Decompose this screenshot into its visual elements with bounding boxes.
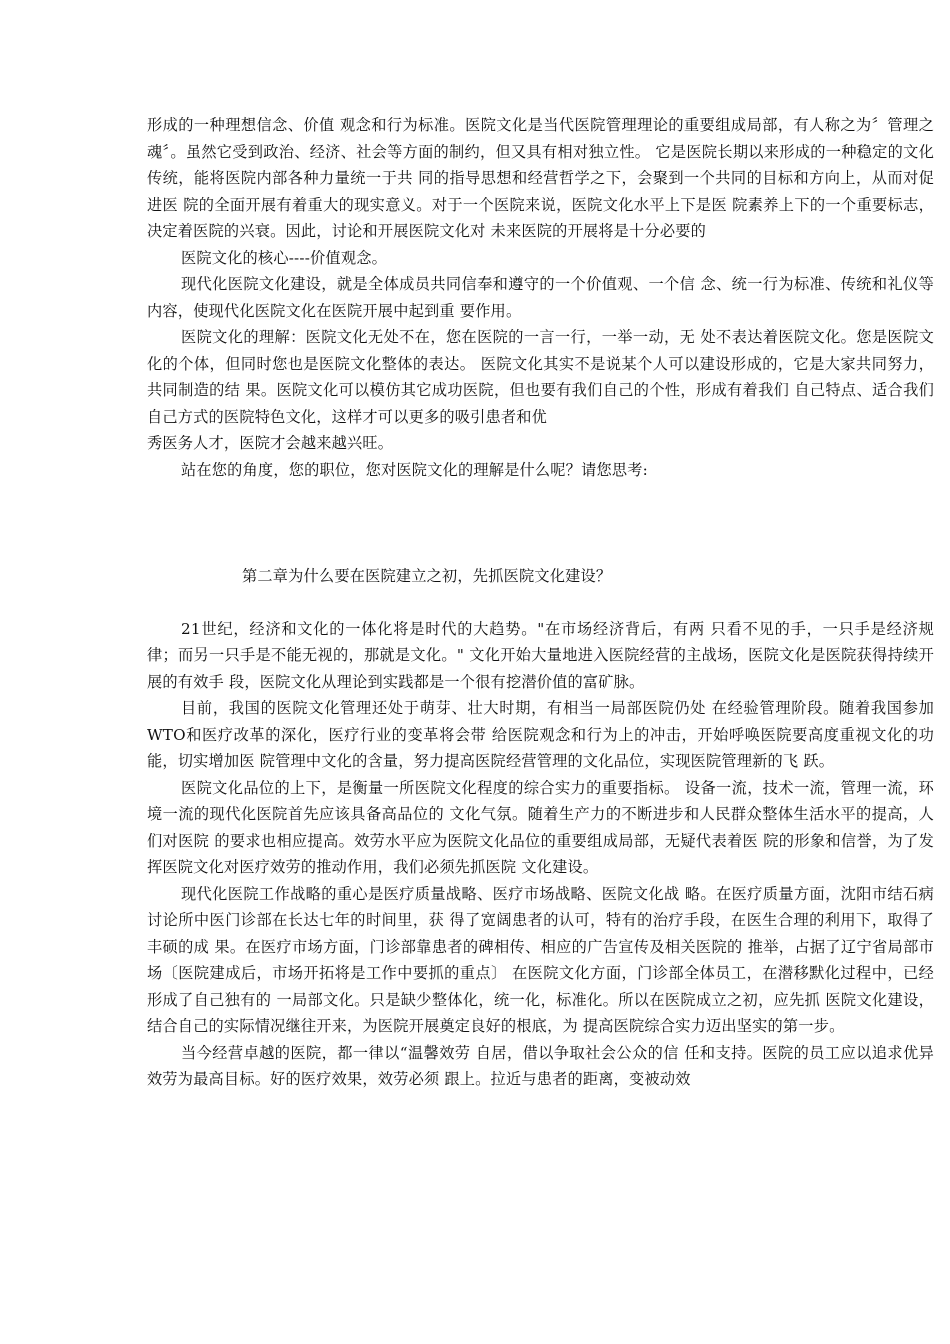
paragraph-21st-century: 21世纪，经济和文化的一体化将是时代的大趋势。"在市场经济背后，有两 只看不见的手，一只手是经济规律；而另一只手是不能无视的，那就是文化。" 文化开始大量地进入医院经营的主战场，医院文化是医院获得持续开展的有效手 段，医院文化从理论到实践都是一个很有挖潜价值的富矿脉。 [147, 619, 934, 691]
chapter-title: 第二章为什么要在医院建立之初，先抓医院文化建设？ [242, 567, 612, 585]
paragraph-culture-grade: 医院文化品位的上下，是衡量一所医院文化程度的综合实力的重要指标。 设备一流，技术一流，管理一流，环境一流的现代化医院首先应该具备高品位的 文化气氛。随着生产力的不断进步和人民群众整体生活水平的提高，人们对医院 的要求也相应提高。效劳水平应为医院文化品位的重要组成局部，无疑代表着医 院的形象和信誉，为了发挥医院文化对医疗效劳的推动作用，我们必须先抓医院 文化建设。 [147, 778, 934, 876]
document-page [147, 112, 934, 1093]
paragraph-modern-culture: 现代化医院文化建设，就是全体成员共同信奉和遵守的一个价值观、一个信 念、统一行为标准、传统和礼仪等内容，使现代化医院文化在医院开展中起到重 要作用。 [147, 275, 934, 320]
blank-space-small [147, 590, 934, 616]
paragraph-current-status: 目前，我国的医院文化管理还处于萌芽、壮大时期，有相当一局部医院仍处 在经验管理阶段。随着我国参加WTO和医疗改革的深化，医疗行业的变革将会带 给医院观念和行为上的冲击，开始呼唤医院要高度重视文化的功能，切实增加医 院管理中文化的含量，努力提高医院经营管理的文化品位，实现医院管理新的飞 跃。 [147, 699, 934, 770]
paragraph-culture-definition: 形成的一种理想信念、价值 观念和行为标准。医院文化是当代医院管理理论的重要组成局部，有人称之为〞管理之魂〞。虽然它受到政治、经济、社会等方面的制约，但又具有相对独立性。 它是医院长期以来形成的一种稳定的文化传统，能将医院内部各种力量统一于共 同的指导思想和经营哲学之下，会聚到一个共同的目标和方向上，从而对促进医 院的全面开展有着重大的现实意义。对于一个医院来说，医院文化水平上下是医 院素养上下的一个重要标志，决定着医院的兴衰。因此，讨论和开展医院文化对 未来医院的开展将是十分必要的 [147, 116, 934, 240]
paragraph-understanding: 医院文化的理解：医院文化无处不在，您在医院的一言一行，一举一动，无 处不表达着医院文化。您是医院文化的个体，但同时您也是医院文化整体的表达。 医院文化其实不是说某个人可以建设形成的，它是大家共同努力，共同制造的结 果。医院文化可以模仿其它成功医院，但也要有我们自己的个性，形成有着我们 自己特点、适合我们自己方式的医院特色文化，这样才可以更多的吸引患者和优 [147, 328, 934, 426]
blank-space [147, 483, 934, 563]
paragraph-understanding-continued: 秀医务人才，医院才会越来越兴旺。 [147, 434, 394, 452]
paragraph-strategy: 现代化医院工作战略的重心是医疗质量战略、医疗市场战略、医院文化战 略。在医疗质量方面，沈阳市结石病讨论所中医门诊部在长达七年的时间里，获 得了宽阔患者的认可，特有的治疗手段，在医生合理的利用下，取得了丰硕的成 果。在医疗市场方面，门诊部靠患者的碑相传、相应的广告宣传及相关医院的 推举，占据了辽宁省局部市场〔医院建成后，市场开拓将是工作中要抓的重点〕 在医院文化方面，门诊部全体员工，在潜移默化过程中，已经形成了自己独有的 一局部文化。只是缺少整体化，统一化，标准化。所以在医院成立之初，应先抓 医院文化建设，结合自己的实际情况继往开来，为医院开展奠定良好的根底，为 提高医院综合实力迈出坚实的第一步。 [147, 884, 934, 1035]
paragraph-reflection-question: 站在您的角度，您的职位，您对医院文化的理解是什么呢？请您思考: [181, 460, 648, 479]
paragraph-core-value: 医院文化的核心----价值观念。 [181, 248, 387, 267]
paragraph-excellent-hospitals: 当今经营卓越的医院，都一律以“温馨效劳 自居，借以争取社会公众的信 任和支持。医院的员工应以追求优异效劳为最高目标。好的医疗效果，效劳必须 跟上。拉近与患者的距离，变被动效 [147, 1043, 934, 1088]
